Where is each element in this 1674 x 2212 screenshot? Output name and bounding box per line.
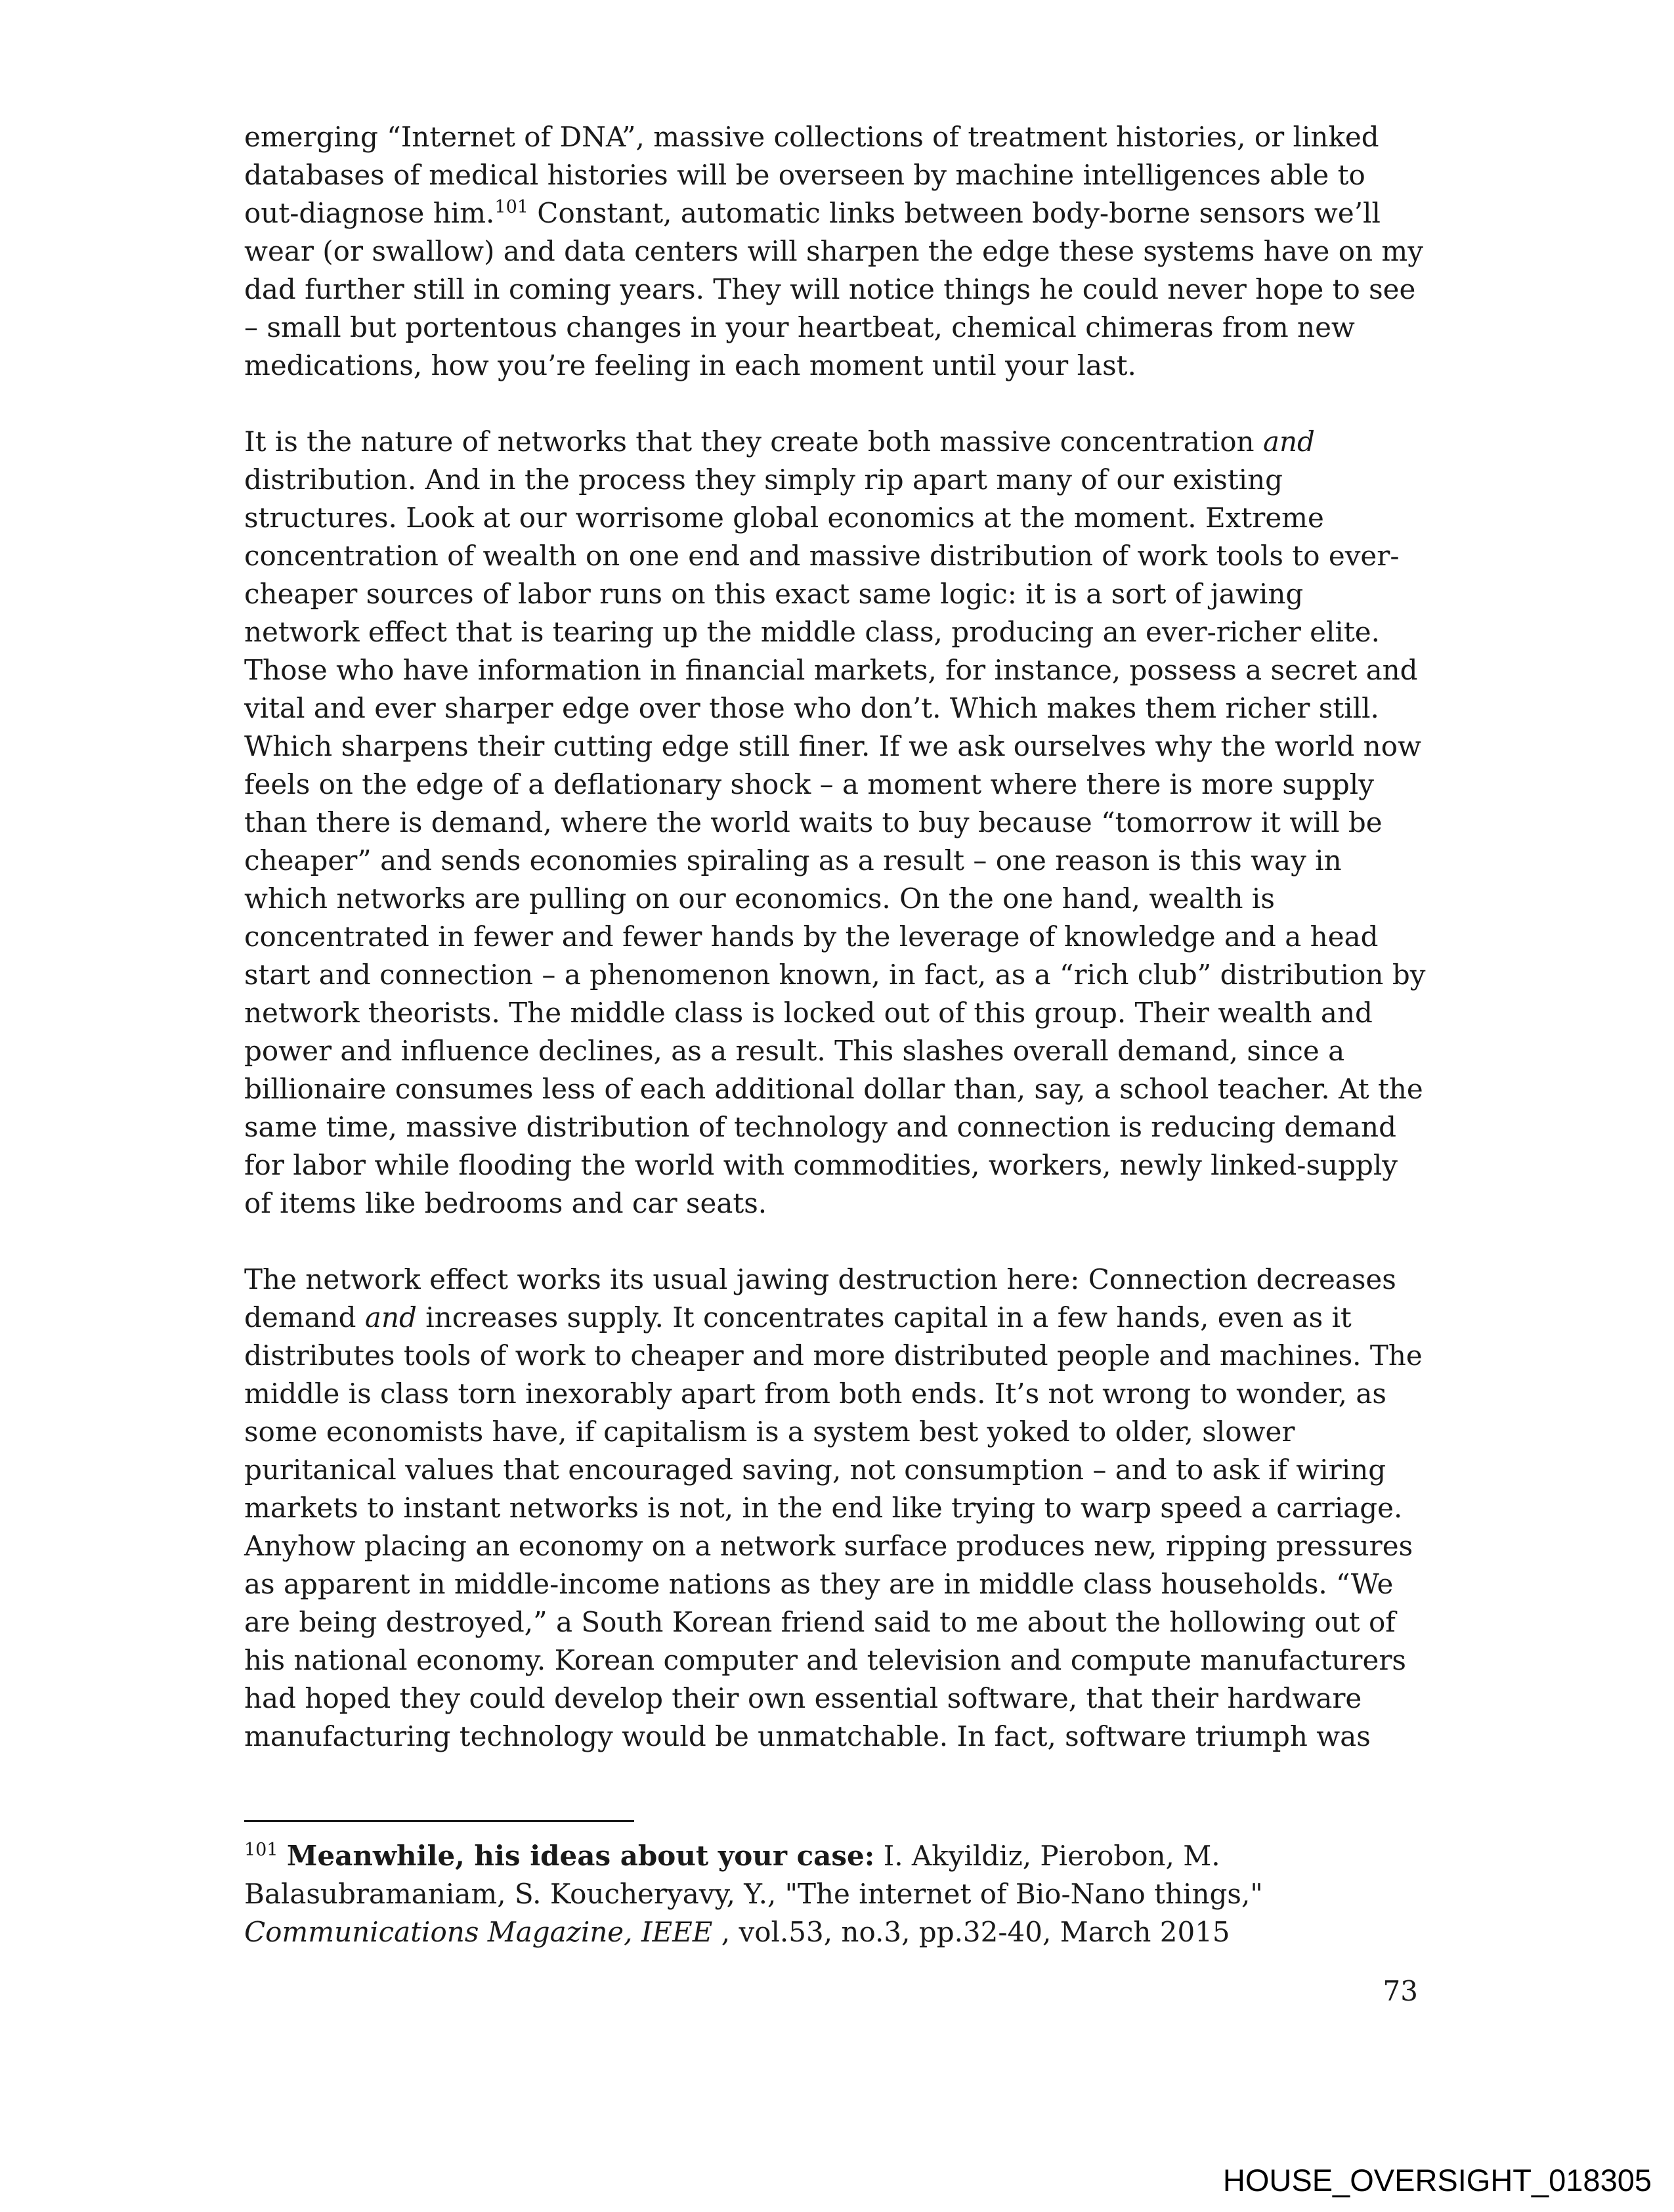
footnote <box>244 1837 1426 1951</box>
footnote-reference-101[interactable]: 101 <box>494 197 528 217</box>
body-paragraph-2 <box>244 423 1426 1223</box>
footnote-journal: Communications Magazine, IEEE <box>244 1916 713 1948</box>
paragraph-3-emphasis: and <box>364 1301 417 1334</box>
footnote-number: 101 <box>244 1840 278 1860</box>
body-paragraph-3 <box>244 1261 1426 1756</box>
page-number: 73 <box>1383 1975 1418 2007</box>
page-body <box>244 118 1426 1756</box>
body-paragraph-1 <box>244 118 1426 385</box>
paragraph-2-emphasis: and <box>1262 425 1315 458</box>
footnote-text: I. Akyildiz, Pierobon, M. Balasubramaniam, S. Koucheryavy, Y., "The internet of Bio-Nano things," <box>244 1840 1263 1910</box>
paragraph-1-text-1: emerging “Internet of DNA”, massive collections of treatment histories, or linked databases of medical histories will be overseen by machine intelligences able to out-diagnose him. <box>244 121 1379 229</box>
paragraph-2-text-1: It is the nature of networks that they create both massive concentration <box>244 425 1263 458</box>
paragraph-3-text-2: increases supply. It concentrates capital in a few hands, even as it distributes tools of work to cheaper and more distributed people and machines. The middle is class torn inexorably apart from both ends. It’s not wrong to wonder, as some economists have, if capitalism is a system best yoked to older, slower puritanical values that encouraged saving, not consumption – and to ask if wiring markets to instant networks is not, in the end like trying to warp speed a carriage. Anyhow placing an economy on a network surface produces new, ripping pressures as apparent in middle-income nations as they are in middle class households. “We are being destroyed,” a South Korean friend said to me about the hollowing out of his national economy. Korean computer and television and compute manufacturers had hoped they could develop their own essential software, that their hardware manufacturing technology would be unmatchable. In fact, software triumph was <box>244 1301 1423 1752</box>
paragraph-1-text-2: Constant, automatic links between body-borne sensors we’ll wear (or swallow) and data centers will sharpen the edge these systems have on my dad further still in coming years. They will notice things he could never hope to see – small but portentous changes in your heartbeat, chemical chimeras from new medications, how you’re feeling in each moment until your last. <box>244 197 1423 381</box>
paragraph-3-text-1: The network effect works its usual jawing destruction here: Connection decreases demand <box>244 1263 1396 1334</box>
footnote-details: , vol.53, no.3, pp.32-40, March 2015 <box>712 1916 1230 1948</box>
footnote-heading: Meanwhile, his ideas about your case: <box>286 1840 875 1872</box>
paragraph-2-text-2: distribution. And in the process they simply rip apart many of our existing structures. Look at our worrisome global economics at the moment. Extreme concentration of wealth on one end and massive distribution of work tools to ever-cheaper sources of labor runs on this exact same logic: it is a sort of jawing network effect that is tearing up the middle class, producing an ever-richer elite. Those who have information in financial markets, for instance, possess a secret and vital and ever sharper edge over those who don’t. Which makes them richer still. Which sharpens their cutting edge still finer. If we ask ourselves why the world now feels on the edge of a deflationary shock – a moment where there is more supply than there is demand, where the world waits to buy because “tomorrow it will be cheaper” and sends economies spiraling as a result – one reason is this way in which networks are pulling on our economics. On the one hand, wealth is concentrated in fewer and fewer hands by the leverage of knowledge and a head start and connection – a phenomenon known, in fact, as a “rich club” distribution by network theorists. The middle class is locked out of this group. Their wealth and power and influence declines, as a result. This slashes overall demand, since a billionaire consumes less of each additional dollar than, say, a school teacher. At the same time, massive distribution of technology and connection is reducing demand for labor while flooding the world with commodities, workers, newly linked-supply of items like bedrooms and car seats. <box>244 464 1426 1219</box>
footnote-separator <box>244 1820 634 1822</box>
bates-stamp: HOUSE_OVERSIGHT_018305 <box>1222 2163 1652 2198</box>
